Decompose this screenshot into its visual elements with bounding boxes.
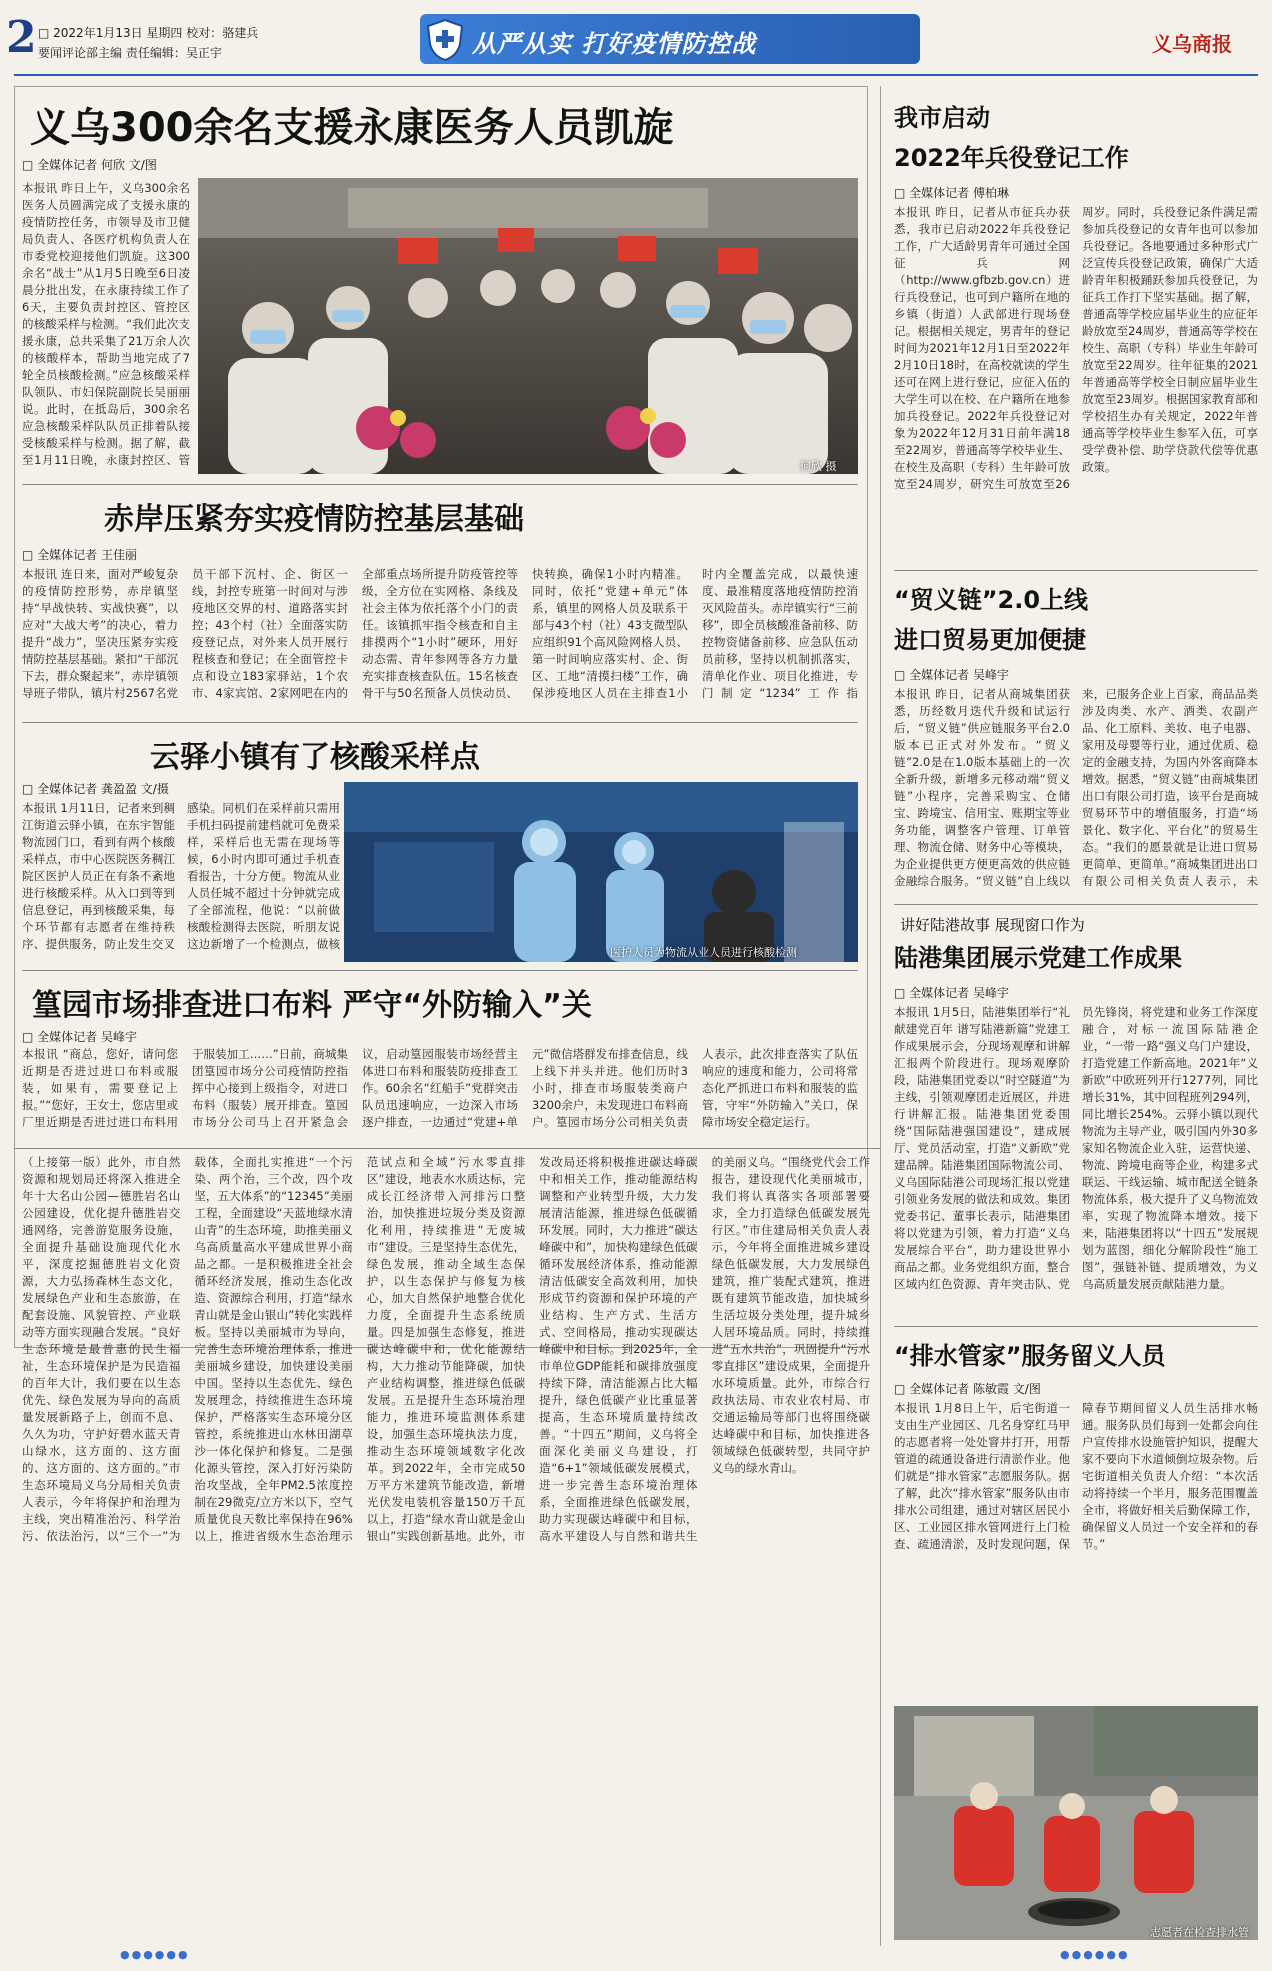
r1-headline-line2: 2022年兵役登记工作: [894, 144, 1129, 172]
article-1-photo-caption: 何欣 摄: [800, 460, 837, 473]
r3-kicker: 讲好陆港故事 展现窗口作为: [900, 916, 1085, 934]
article-2-headline: 赤岸压紧夯实疫情防控基层基础: [104, 502, 524, 537]
r3-byline: □ 全媒体记者 吴峰宇: [894, 984, 1009, 1001]
r4-photo: [894, 1706, 1258, 1940]
article-3-photo: [344, 782, 858, 962]
article-1-byline: □ 全媒体记者 何欣 文/图: [22, 156, 157, 173]
divider: [894, 1326, 1258, 1327]
divider: [22, 722, 858, 723]
footer-dots-left: ●●●●●●: [120, 1948, 190, 1961]
article-1-body: 本报讯 昨日上午，义乌300余名医务人员圆满完成了支援永康的疫情防控任务，市领导及市卫健局负责人、各医疗机构负责人在市委党校迎接他们凯旋。这300余名“战士”从1月5日晚至6日凌晨分批出发，在永康持续工作了6天，主要负责封控区、管控区的核酸采样与检测。“我们此次支援永康，总共采集了21万余人次的核酸样本，帮助当地完成了7轮全员核酸检测。”应急核酸采样队领队、市妇保院副院长吴丽丽说。此时，在抵岛后，300余名应急核酸采样队队员正排着队接受核酸采样与检测。据了解，截至1月11日晚，永康封控区、管: [22, 181, 190, 467]
header-rule: [14, 74, 1258, 76]
shield-icon: [425, 18, 465, 62]
article-3-headline: 云驿小镇有了核酸采样点: [150, 740, 480, 775]
article-4-byline: □ 全媒体记者 吴峰宇: [22, 1028, 137, 1045]
article-1-photo: [198, 178, 858, 474]
article-2-body: 本报讯 连日来，面对严峻复杂的疫情防控形势，赤岸镇坚持“早战快转、实战快赛”，以应对“大战大考”的决心，着力提升“战力”，坚决压紧夯实疫情防控基层基础。紧扣“干部沉下去，群众聚起来”，赤岸镇领导班子带队，镇片村2567名党员干部下沉村、企、街区一线，封控专班第一时间对与涉疫地区交界的村、道路落实封控；43个村（社）全面落实防疫登记点，对外来人员开展行程核查和登记；在全面管控卡点和设立183家驿站，1个农市、4家宾馆、2家网吧在内的全部重点场所提升防疫管控等级，全方位在实网格、条线及社会主体为依托落个小门的责任。该镇抓牢指令核查和自主排摸两个“1小时”硬环，用好动态需、青年参网等各方力量充实排查核查队伍。15名核查骨干与50名预备人员快动员、快转换，确保1小时内精准。同时，依托“党建+单元”体系，镇里的网格人员及联系干部与43个村（社）43支微型队应组织91个高风险网格人员、第一时间响应落实村、企、街区、工地“清摸扫楼”工作，确保涉疫地区人员在主排查1小时内全覆盖完成，以最快速度、最准精度落地疫情防控消灭风险苗头。赤岸镇实行“三前移”，即全员核酸准备前移、防控物资储备前移、应急队伍动员前移，坚持以机制抓落实，清单化作业、项目化推进，专门制定“1234”工作指: [22, 567, 858, 700]
r4-headline: “排水管家”服务留义人员: [894, 1342, 1166, 1370]
r1-headline-line1: 我市启动: [894, 104, 990, 132]
r2-byline: □ 全媒体记者 吴峰宇: [894, 666, 1009, 683]
column-divider: [880, 86, 881, 1946]
article-2-byline: □ 全媒体记者 王佳丽: [22, 546, 137, 563]
r2-body: 本报讯 昨日，记者从商城集团获悉，历经数月迭代升级和试运行后，“贸义链”供应链服务平台2.0版本已正式对外发布。“贸义链”2.0是在1.0版本基础上的一次全新升级，新增多元移动端“贸义链”小程序，完善采购宝、仓储宝、跨境宝、信用宝、账期宝等业务功能，调整客户管理、订单管理、物流仓储、财务中心等模块，为企业提供更方便更高效的供应链金融综合服务。“贸义链”自上线以来，已服务企业上百家，商品品类涉及肉类、水产、酒类、农副产品、化工原料、美妆、电子电器、家用及母婴等行业，通过优质、稳定的金融支持，为国内外客商降本增效。据悉，“贸义链”由商城集团出口有限公司打造，该平台是商城贸易环节中的增值服务，打造“场景化、数字化、平台化”的贸易生态。“我们的愿景就是让进口贸易更简单、更简单。”商城集团进出口有限公司相关负责人表示，未: [894, 687, 1258, 888]
r1-body: 本报讯 昨日，记者从市征兵办获悉，我市已启动2022年兵役登记工作，广大适龄男青年可通过全国征兵网（http://www.gfbzb.gov.cn）进行兵役登记，也可到户籍所在地的乡镇（街道）人武部进行现场登记。根据相关规定，男青年的登记时间为2021年12月1日至2022年2月10日18时，在高校就读的学生还可在网上进行登记，应征入伍的大学生可以在校、在户籍所在地参加兵役登记。2022年兵役登记对象为2022年12月31日前年满18至22周岁，普通高等学校毕业生、在校生及高职（专科）生年龄可放宽至24周岁，研究生可放宽至26周岁。同时，兵役登记条件满足需参加兵役登记的女青年也可以参加兵役登记。各地要通过多种形式广泛宣传兵役登记政策，确保广大适龄青年积极踊跃参加兵役登记，为征兵工作打下坚实基础。据了解，普通高等学校应届毕业生的应征年龄放宽至24周岁，普通高等学校在校生、高职（专科）毕业生年龄可放宽至22周岁。往年征集的2021年普通高等学校全日制应届毕业生放宽至23周岁。根据国家教育部和学校招生办有关规定，2022年普通高等学校毕业生参军入伍，可享受学费补偿、助学贷款代偿等优惠政策。: [894, 205, 1258, 491]
masthead-logo: 义乌商报: [1152, 32, 1232, 56]
r2-headline-line1: “贸义链”2.0上线: [894, 586, 1089, 614]
r3-headline: 陆港集团展示党建工作成果: [894, 944, 1182, 972]
footer-dots-right: ●●●●●●: [1060, 1948, 1130, 1961]
article-3-photo-caption: 医护人员为物流从业人员进行核酸检测: [610, 946, 797, 959]
r4-byline: □ 全媒体记者 陈敏霞 文/图: [894, 1380, 1041, 1397]
r4-photo-caption: 志愿者在检查排水管: [1150, 1926, 1249, 1939]
article-3-body: 本报讯 1月11日，记者来到稠江街道云驿小镇，在东宇智能物流园门口，看到有两个核酸采样点，市中心医院医务稠江院区医护人员正在有条不紊地进行核酸采样。从入口到等到信息登记，再到核酸采集，每个环节都有志愿者在维持秩序、提供服务，防止发生交叉感染。同机们在采样前只需用手机扫码提前建档就可免费采样，采样后也无需在现场等候，6小时内即可通过手机查看报告，十分方便。物流从业人员任城不超过十分钟就完成了全部流程，他说：“以前做核酸检测得去医院，听朋友说这边新增了一个检测点，做核: [22, 801, 340, 951]
r3-body: 本报讯 1月5日，陆港集团举行“礼献建党百年 谱写陆港新篇”党建工作成果展示会，分现场观摩和讲解汇报两个阶段进行。现场观摩阶段，陆港集团党委以“时空隧道”为主线，引领观摩团走近展区，并进行讲解汇报。陆港集团党委围绕“国际陆港强国建设”，建成展厅、党员活动室，打造“义新欧”党建品牌。陆港集团国际物流公司、义乌国际陆港公司现场汇报以党建引领业务发展的做法和成效。集团党委书记、董事长表示，陆港集团将以党建为引领，着力打造“义乌发展综合平台”，助力建设世界小商品之都。业务党组织方面，整合区域内红色资源、青年突击队、党员先锋岗，将党建和业务工作深度融合，对标一流国际陆港企业，“一带一路“强义乌门户建设，打造党建工作新高地。2021年“义新欧”中欧班列开行1277列，同比增长31%，其中回程班列294列，同比增长254%。云驿小镇以现代物流为主导产业，吸引国内外30多家知名物流企业入驻，运营快递、物流、跨境电商等企业，构建多式联运、干线运输、城市配送全链条物流体系，极大提升了义乌物流效率，实现了物流降本增效。接下来，陆港集团将以“十四五”发展规划为蓝图，细化分解阶段性“施工图”，强链补链、提质增效，为义乌高质量发展贡献陆港力量。: [894, 1005, 1258, 1291]
article-1-headline: 义乌300余名支援永康医务人员凯旋: [30, 105, 674, 151]
date-line: □ 2022年1月13日 星期四 校对：骆建兵: [38, 24, 258, 41]
banner-slogan: 从严从实 打好疫情防控战: [472, 30, 757, 58]
page-number: 2: [6, 12, 37, 63]
r4-body: 本报讯 1月8日上午，后宅街道一支由生产业园区、几名身穿红马甲的志愿者将一处处窨井打开，用帮管道的疏通设备进行清淤作业。他们就是“排水管家”志愿服务队。据了解，此次“排水管家”服务队由市排水公司组建，通过对辖区居民小区、工业园区排水管网进行上门检查、疏通清淤，及时发现问题，保障春节期间留义人员生活排水畅通。服务队员们每到一处都会向住户宣传排水设施管护知识，提醒大家不要向下水道倾倒垃圾杂物。后宅街道相关负责人介绍：“本次活动将持续一个半月，服务范围覆盖全市，将做好相关后勤保障工作，确保留义人员过一个安全祥和的春节。”: [894, 1401, 1258, 1551]
r1-byline: □ 全媒体记者 傅柏琳: [894, 184, 1009, 201]
r2-headline-line2: 进口贸易更加便捷: [894, 626, 1086, 654]
editors-line: 要闻评论部主编 责任编辑：吴正宇: [38, 46, 222, 60]
divider: [894, 904, 1258, 905]
divider: [22, 970, 858, 971]
divider: [22, 484, 858, 485]
divider: [14, 1148, 880, 1149]
divider: [894, 570, 1258, 571]
article-4-body: 本报讯 “商总，您好，请问您近期是否进过进口布料或服装，如果有，需要登记上报。”“您好，王女士，您店里或厂里近期是否进过进口布料用于服装加工……”日前，商城集团篁园市场分公司疫情防控指挥中心接到上级指令，对进口布料（服装）展开排查。篁园市场分公司马上召开紧急会议，启动篁园服装市场经营主体进口布料和服装防疫排查工作。60余名“红船手”党群突击队员迅速响应，一边深入市场逐户排查，一边通过“党建+单元”微信塔群发布排查信息，线上线下并头并进。他们历时3小时，排查市场服装类商户3200余户，未发现进口布料商户。篁园市场分公司相关负责人表示，此次排查落实了队伍响应的速度和能力，公司将常态化严抓进口布料和服装的监管，守牢“外防输入”关口，保障市场安全稳定运行。: [22, 1047, 858, 1129]
article-3-byline: □ 全媒体记者 龚盈盈 文/摄: [22, 780, 169, 797]
article-4-headline: 篁园市场排查进口布料 严守“外防输入”关: [32, 988, 592, 1023]
article-5-body: （上接第一版）此外，市自然资源和规划局还将深入推进全年十大名山公园—德胜岩名山公园建设，优化提升德胜岩交通网络，完善游览服务设施，全面提升基础设施现代化水平，深度挖掘德胜岩文化资源，大力弘扬森林生态文化，发展绿色产业和生态旅游，在配套设施、风貌管控、产业联动等方面实现融合发展。“良好生态环境是最普惠的民生福祉，生态环境保护是为民造福的百年大计，我们要在以生态优先、绿色发展为导向的高质量发展新路子上，创而不息、久久为功，守护好碧水蓝天青山绿水，这方面的、这方面的、这方面的、这方面的。”市生态环境局义乌分局相关负责人表示，今年将保护和治理为主线，突出精准治污、科学治污、依法治污，以“三个一”为载体，全面扎实推进“一个污染、两个治，三个改，四个攻坚，五大体系”的“12345”美丽工程，全面建设“天蓝地绿水清山青”的生态环境，助推美丽义乌高质量高水平建成世界小商品之都。一是积极推进全社会循环经济发展，推动生态化改造、资源综合利用，打造“绿水青山就是金山银山”转化实践样板。坚持以美丽城市为导向，完善生态环境治理体系，推进美丽城乡建设，加快建设美丽中国。坚持以生态优先、绿色发展理念，持续推进生态环境保护，严格落实生态环境分区管控，系统推进山水林田湖草沙一体化保护和修复。二是强化源头管控，深入打好污染防治攻坚战，全年PM2.5浓度控制在29微克/立方米以下，空气质量优良天数比率保持在96%以上，推进省级水生态治理示范试点和全域“污水零直排区”建设，地表水水质达标，完成长江经济带入河排污口整治，加快推进垃圾分类及资源化利用，持续推进“无废城市”建设。三是坚持生态优先，绿色发展，推动全域生态保护，以生态保护与修复为核心，加大自然保护地整合优化力度，全面提升生态系统质量。四是加强生态修复，推进碳达峰碳中和，优化能源结构，大力推动节能降碳，加快产业结构调整，推进绿色低碳发展。五是提升生态环境治理能力，推进环境监测体系建设，加强生态环境执法力度，推动生态环境领域数字化改革。到2022年，全市完成50万平方米建筑节能改造，新增光伏发电装机容量150万千瓦以上，打造“绿水青山就是金山银山”实践创新基地。此外，市发改局还将积极推进碳达峰碳中和相关工作，推动能源结构调整和产业转型升级，大力发展清洁能源，推进绿色低碳循环发展。同时，大力推进“碳达峰碳中和”，加快构建绿色低碳循环发展经济体系，推动能源清洁低碳安全高效利用，加快形成节约资源和保护环境的产业结构、生产方式、生活方式、空间格局，推动实现碳达峰碳中和目标。到2025年，全市单位GDP能耗和碳排放强度持续下降，清洁能源占比大幅提升，绿色低碳产业比重显著提高，生态环境质量持续改善。“十四五”期间，义乌将全面深化美丽义乌建设，打造“6+1”领域低碳发展模式，进一步完善生态环境治理体系，全面推进绿色低碳发展，助力实现碳达峰碳中和目标，高水平建设人与自然和谐共生的美丽义乌。“围绕党代会工作报告，建设现代化美丽城市，我们将认真落实各项部署要求，全力打造绿色低碳发展先行区。”市住建局相关负责人表示，今年将全面推进城乡建设绿色低碳发展，大力发展绿色建筑，推广装配式建筑，推进既有建筑节能改造，加快城乡生活垃圾分类处理，提升城乡人居环境品质。同时，持续推进“五水共治”，巩固提升“污水零直排区”建设成果，全面提升水环境质量。此外，市综合行政执法局、市农业农村局、市交通运输局等部门也将围绕碳达峰碳中和目标，加快推进各领域绿色低碳转型，共同守护义乌的绿水青山。: [22, 1155, 870, 1543]
